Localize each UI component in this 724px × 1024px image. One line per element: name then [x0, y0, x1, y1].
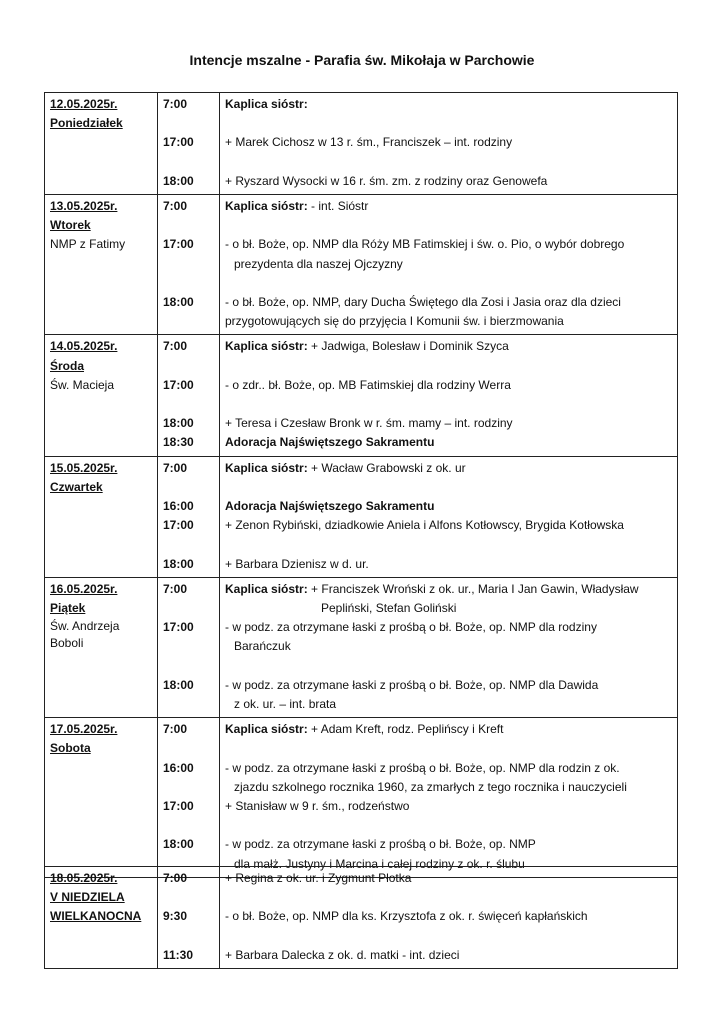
intention-text: + Barbara Dalecka z ok. d. matki - int. dzieci: [225, 947, 460, 962]
mass-time: 9:30: [163, 909, 188, 924]
intention-text: + Franciszek Wroński z ok. ur., Maria I Jan Gawin, Władysław: [307, 581, 639, 596]
intention-text: - w podz. za otrzymane łaski z prośbą o bł. Boże, op. NMP: [225, 837, 536, 852]
times-cell: [158, 456, 220, 577]
intention-label: Kaplica sióstr:: [225, 722, 308, 737]
intention-text-cont: przygotowujących się do przyjęcia I Komunii św. i bierzmowania: [225, 314, 564, 329]
intention-text: - w podz. za otrzymane łaski z prośbą o bł. Boże, op. NMP dla rodziny: [225, 620, 597, 635]
mass-time: 17:00: [163, 377, 194, 392]
day-cell: [45, 718, 158, 878]
day-date: 16.05.2025r.: [50, 581, 118, 596]
mass-time: 7:00: [163, 198, 188, 213]
intention-text: - w podz. za otrzymane łaski z prośbą o bł. Boże, op. NMP dla rodzin z ok.: [225, 760, 620, 775]
day-name: Środa: [50, 358, 85, 373]
mass-time: 7:00: [163, 97, 188, 111]
intention-text: + Barbara Dzienisz w d. ur.: [225, 556, 369, 571]
intention-label: Kaplica sióstr:: [225, 97, 308, 111]
times-cell: [158, 718, 220, 878]
intention-text: - o bł. Boże, op. NMP, dary Ducha Świętego dla Zosi i Jasia oraz dla dzieci: [225, 294, 621, 309]
mass-time: 18:00: [163, 294, 194, 309]
intention-text-cont: dla małż. Justyny i Marcina i całej rodziny z ok. r. ślubu: [234, 856, 525, 871]
intentions-cell: [220, 577, 678, 717]
mass-time: 7:00: [163, 339, 188, 354]
day-cell: [45, 577, 158, 717]
intention-text: - w podz. za otrzymane łaski z prośbą o bł. Boże, op. NMP dla Dawida: [225, 677, 599, 692]
mass-time: 11:30: [163, 947, 194, 962]
day-name: Czwartek: [50, 479, 103, 494]
times-cell: [158, 93, 220, 195]
day-date: 15.05.2025r.: [50, 460, 118, 475]
day-date: 14.05.2025r.: [50, 339, 118, 354]
adoration-label: Adoracja Najświętszego Sakramentu: [225, 498, 435, 513]
mass-time: 18:00: [163, 416, 194, 431]
page-title: Intencje mszalne - Parafia św. Mikołaja w Parchowie: [189, 52, 535, 68]
intention-text-cont: Barańczuk: [234, 639, 291, 654]
mass-time: 18:30: [163, 435, 194, 450]
day-row: [45, 93, 678, 195]
intentions-cell: [220, 456, 678, 577]
intention-text-cont: z ok. ur. – int. brata: [234, 696, 337, 711]
intention-text: - int. Sióstr: [307, 198, 369, 213]
day-row: [45, 456, 678, 577]
times-cell: [158, 335, 220, 456]
day-cell: [45, 456, 158, 577]
day-name: Piątek: [50, 600, 86, 615]
day-feast: NMP z Fatimy: [50, 237, 126, 252]
day-feast: Św. Macieja: [50, 377, 115, 392]
day-cell: [45, 867, 158, 969]
intention-text: + Regina z ok. ur. i Zygmunt Płotka: [225, 871, 412, 885]
intention-label: Kaplica sióstr:: [225, 460, 308, 475]
intention-text: + Teresa i Czesław Bronk w r. śm. mamy – int. rodziny: [225, 416, 513, 431]
mass-time: 18:00: [163, 556, 194, 571]
intention-text: - o bł. Boże, op. NMP dla Róży MB Fatimskiej i św. o. Pio, o wybór dobrego: [225, 237, 625, 252]
intention-text: + Stanisław w 9 r. śm., rodzeństwo: [225, 798, 410, 813]
intention-label: Kaplica sióstr:: [225, 198, 308, 213]
times-cell: [158, 867, 220, 969]
intention-label: Kaplica sióstr:: [225, 339, 308, 354]
day-feast: Św. Andrzeja Boboli: [50, 619, 120, 651]
day-cell: [45, 335, 158, 456]
times-cell: [158, 194, 220, 334]
day-name: Poniedziałek: [50, 116, 123, 131]
day-name-cont: WIELKANOCNA: [50, 909, 142, 924]
mass-time: 17:00: [163, 135, 194, 150]
mass-time: 17:00: [163, 518, 194, 533]
adoration-label: Adoracja Najświętszego Sakramentu: [225, 435, 435, 450]
intention-text: - o zdr.. bł. Boże, op. MB Fatimskiej dla rodziny Werra: [225, 377, 511, 392]
day-row: [45, 577, 678, 717]
times-cell: [158, 577, 220, 717]
day-cell: [45, 93, 158, 195]
intentions-cell: [220, 718, 678, 878]
intention-text: - o bł. Boże, op. NMP dla ks. Krzysztofa z ok. r. święceń kapłańskich: [225, 909, 588, 924]
intention-label: Kaplica sióstr:: [225, 581, 308, 596]
mass-time: 16:00: [163, 760, 194, 775]
mass-time: 16:00: [163, 498, 194, 513]
day-name: V NIEDZIELA: [50, 890, 125, 905]
day-date: 17.05.2025r.: [50, 722, 118, 737]
day-name: Sobota: [50, 741, 91, 756]
mass-time: 7:00: [163, 722, 188, 737]
day-row: [45, 194, 678, 334]
mass-time: 17:00: [163, 620, 194, 635]
mass-time: 18:00: [163, 173, 194, 188]
intention-text: + Adam Kreft, rodz. Peplińscy i Kreft: [307, 722, 504, 737]
intentions-cell: [220, 867, 678, 969]
day-row: [45, 718, 678, 878]
day-row: [45, 335, 678, 456]
intentions-cell: [220, 194, 678, 334]
day-cell: [45, 194, 158, 334]
intentions-cell: [220, 335, 678, 456]
mass-time: 17:00: [163, 237, 194, 252]
day-row: [45, 867, 678, 969]
intentions-cell: [220, 93, 678, 195]
mass-time: 7:00: [163, 871, 188, 885]
intention-text-cont: zjazdu szkolnego rocznika 1960, za zmarłych z tego rocznika i nauczycieli: [234, 779, 627, 794]
intention-text-cont: Pepliński, Stefan Goliński: [321, 600, 457, 615]
intention-text: + Zenon Rybiński, dziadkowie Aniela i Alfons Kotłowscy, Brygida Kotłowska: [225, 518, 624, 533]
mass-time: 18:00: [163, 677, 194, 692]
intention-text: + Jadwiga, Bolesław i Dominik Szyca: [307, 339, 509, 354]
mass-time: 17:00: [163, 798, 194, 813]
sunday-table: [44, 866, 678, 969]
day-name: Wtorek: [50, 218, 91, 233]
schedule-table: [44, 92, 678, 878]
intention-text: + Ryszard Wysocki w 16 r. śm. zm. z rodziny oraz Genowefa: [225, 173, 548, 188]
day-date: 12.05.2025r.: [50, 97, 118, 111]
intention-text: + Marek Cichosz w 13 r. śm., Franciszek – int. rodziny: [225, 135, 513, 150]
day-date: 18.05.2025r.: [50, 871, 118, 885]
day-date: 13.05.2025r.: [50, 198, 118, 213]
mass-time: 7:00: [163, 581, 188, 596]
mass-time: 18:00: [163, 837, 194, 852]
intention-text-cont: prezydenta dla naszej Ojczyzny: [234, 256, 403, 271]
mass-time: 7:00: [163, 460, 188, 475]
intention-text: + Wacław Grabowski z ok. ur: [307, 460, 466, 475]
